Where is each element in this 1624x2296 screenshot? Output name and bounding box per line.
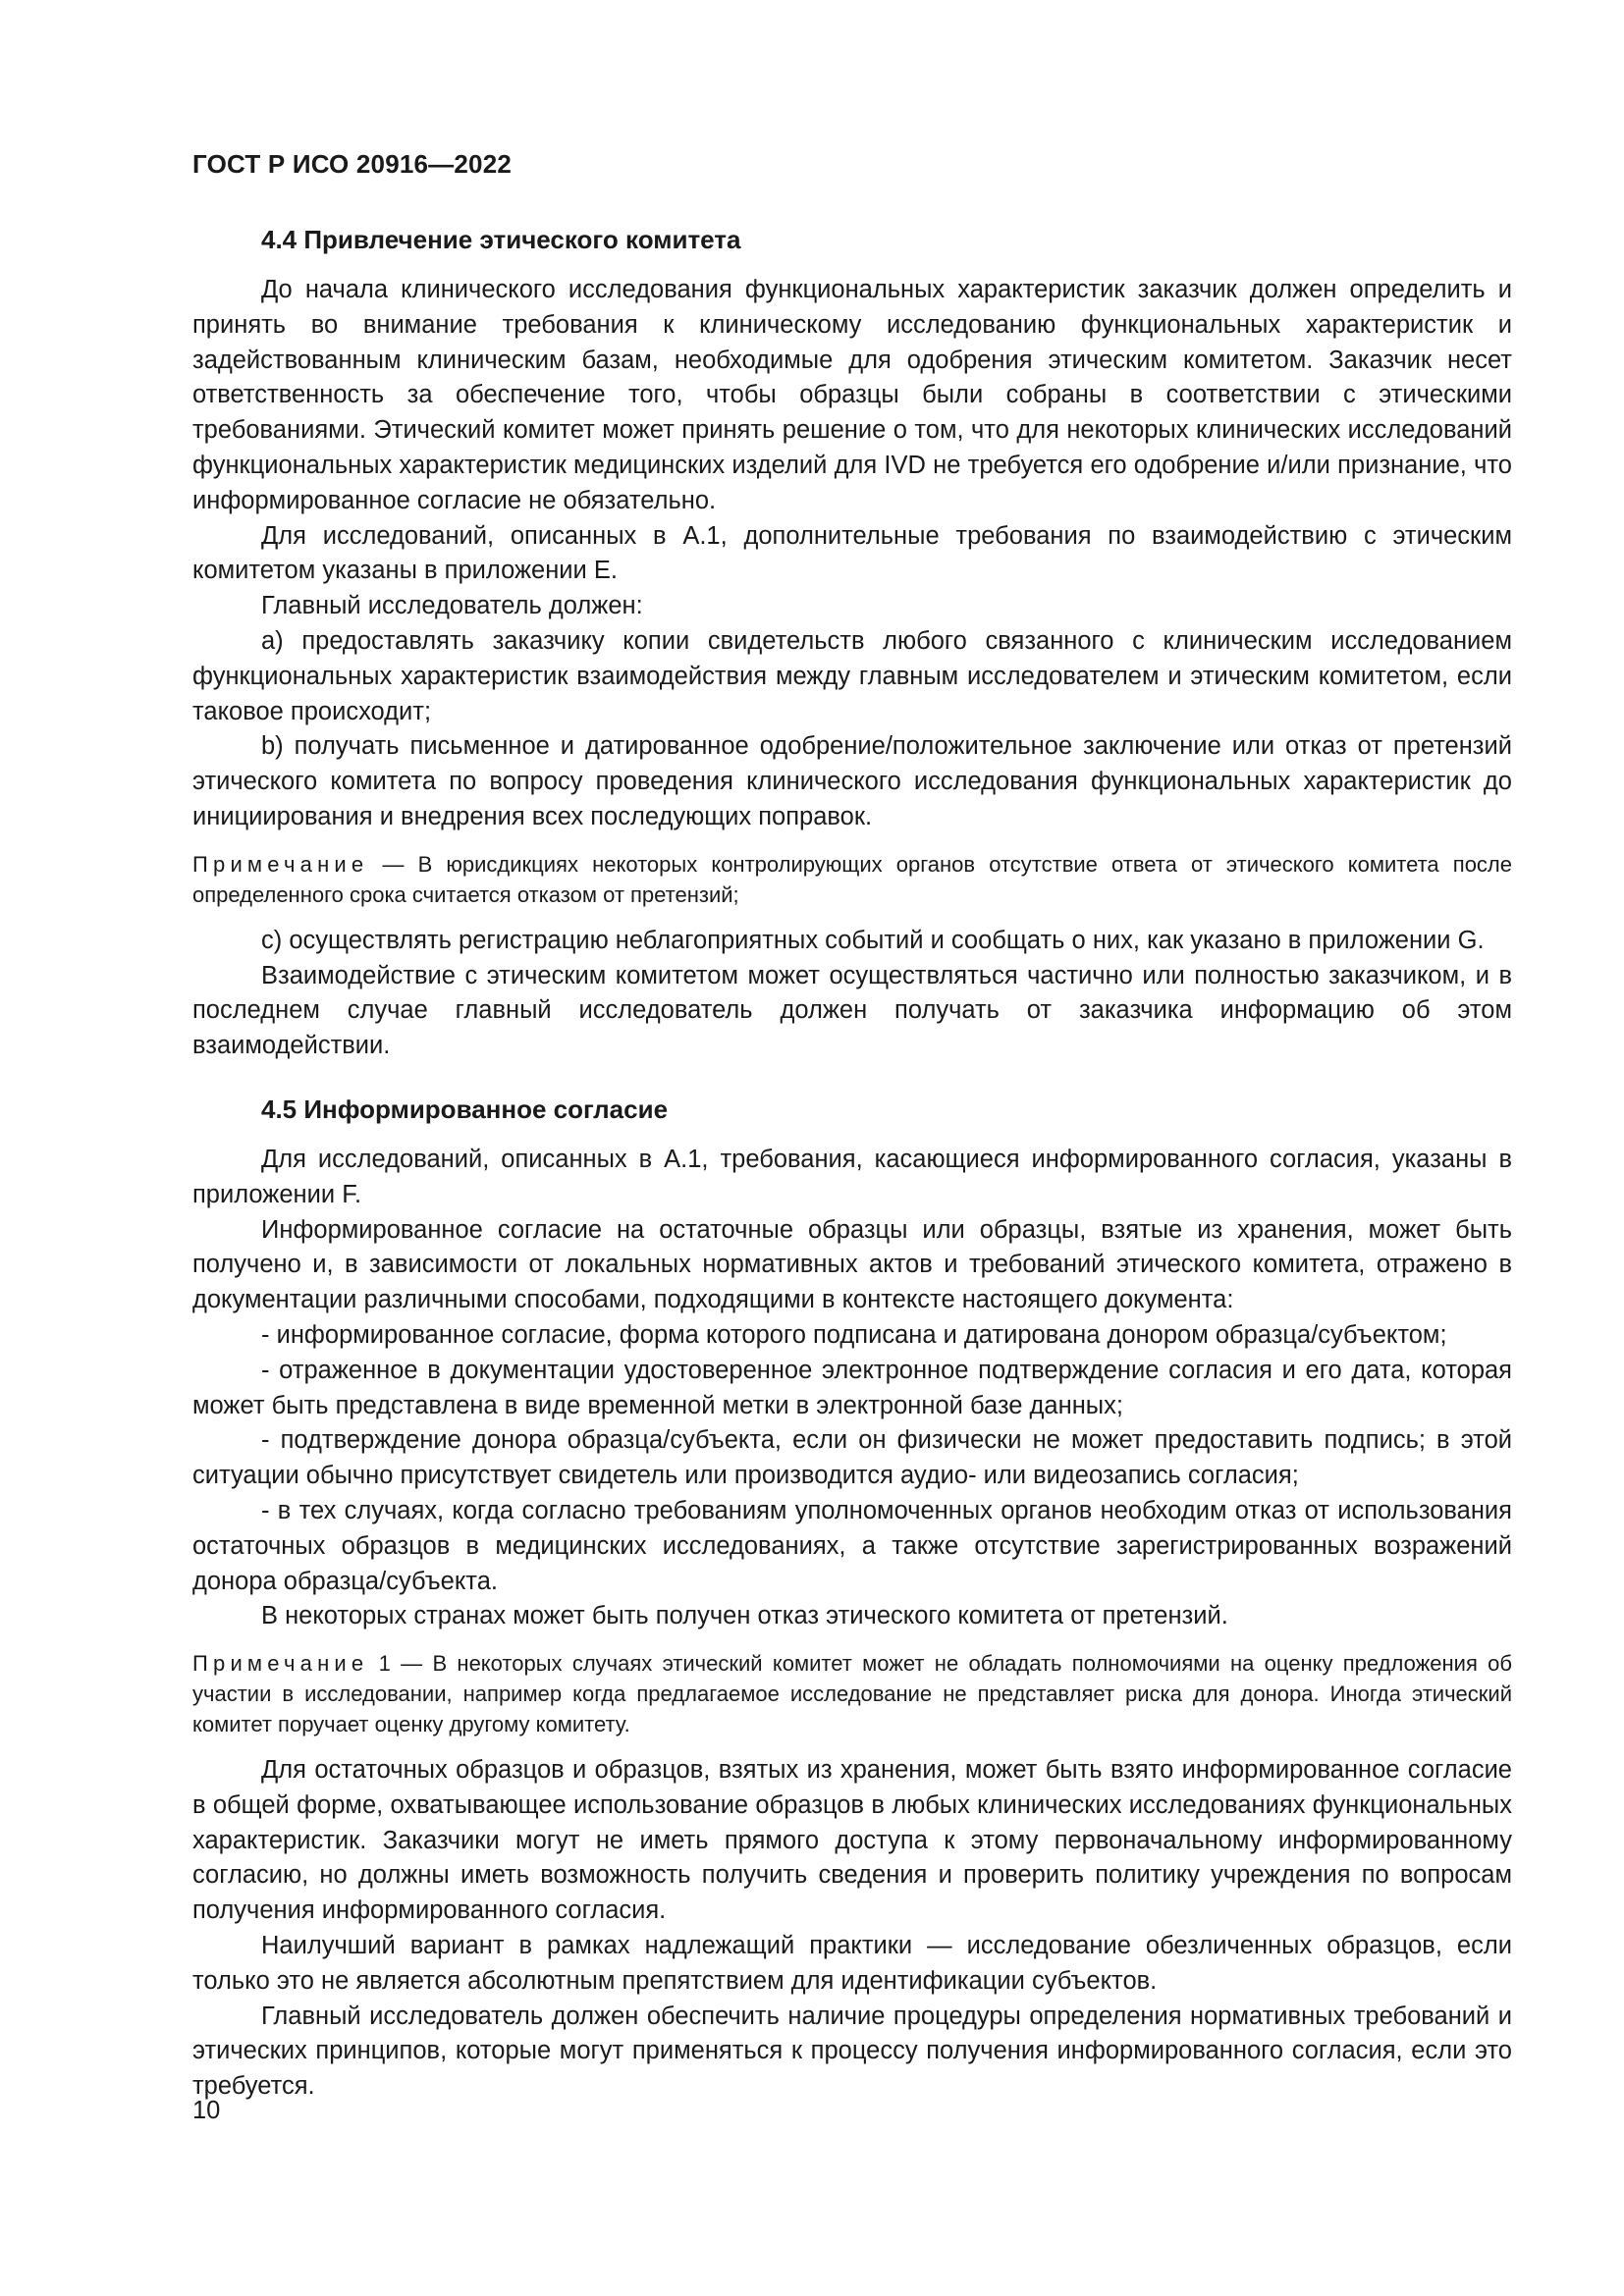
bullet-item: - подтверждение донора образца/субъекта, если он физически не может предоставить подпись; в этой ситуации обычно присутствует свидетель или производится аудио- или видеозапись согласия;: [192, 1426, 1512, 1490]
paragraph: Наилучший вариант в рамках надлежащий практики — исследование обезличенных образцов, если только это не является абсолютным препятствием для идентификации субъектов.: [192, 1932, 1512, 1995]
note-text: 1 — В некоторых случаях этический комитет может не обладать полномочиями на оценку предложения об участии в исследовании, например когда предлагаемое исследование не представляет риска для донора. Иногда этический комитет поручает оценку другому комитету.: [192, 1651, 1512, 1737]
note-text: — В юрисдикциях некоторых контролирующих органов отсутствие ответа от этического комитета после определенного срока считается отказом от претензий;: [192, 851, 1512, 907]
paragraph: Информированное согласие на остаточные образцы или образцы, взятые из хранения, может быть получено и, в зависимости от локальных нормативных актов и требований этического комитета, отражено в документации различными способами, подходящими в контексте настоящего документа:: [192, 1215, 1512, 1314]
document-code: ГОСТ Р ИСО 20916—2022: [192, 149, 513, 179]
list-item-a: а) предоставлять заказчику копии свидетельств любого связанного с клиническим исследованием функциональных характеристик взаимодействия между главным исследователем и этическим комитетом, если таковое происходит;: [192, 626, 1512, 725]
paragraph: Для остаточных образцов и образцов, взятых из хранения, может быть взято информированное согласие в общей форме, охватывающее использование образцов в любых клинических исследованиях функциональных характеристик. Заказчики могут не иметь прямого доступа к этому первоначальному информированному согласию, но должны иметь возможность получить сведения и проверить политику учреждения по вопросам получения информированного согласия.: [192, 1756, 1512, 1925]
list-item-c: с) осуществлять регистрацию неблагоприятных событий и сообщать о них, как указано в приложении G.: [261, 926, 1485, 954]
page-number: 10: [192, 2097, 221, 2124]
note-label: Примечание: [192, 851, 369, 877]
section-heading-4-4: 4.4 Привлечение этического комитета: [261, 225, 741, 254]
bullet-item: - в тех случаях, когда согласно требованиям уполномоченных органов необходим отказ от использования остаточных образцов в медицинских исследованиях, а также отсутствие зарегистрированных возражений донора образца/субъекта.: [192, 1496, 1512, 1595]
note-label: Примечание: [192, 1651, 369, 1677]
section-heading-4-5: 4.5 Информированное согласие: [261, 1094, 669, 1124]
paragraph: В некоторых странах может быть получен отказ этического комитета от претензий.: [261, 1602, 1228, 1630]
bullet-item: - информированное согласие, форма которого подписана и датирована донором образца/субъектом;: [261, 1320, 1447, 1349]
note: [192, 849, 1512, 910]
paragraph: Главный исследователь должен:: [261, 592, 643, 620]
paragraph: Взаимодействие с этическим комитетом может осуществляться частично или полностью заказчиком, и в последнем случае главный исследователь должен получать от заказчика информацию об этом взаимодействии.: [192, 961, 1512, 1060]
note: [192, 1648, 1512, 1739]
paragraph: Для исследований, описанных в А.1, требования, касающиеся информированного согласия, указаны в приложении F.: [192, 1145, 1512, 1208]
page-content: [192, 222, 1512, 2105]
paragraph: Для исследований, описанных в А.1, дополнительные требования по взаимодействию с этическим комитетом указаны в приложении Е.: [192, 521, 1512, 585]
list-item-b: b) получать письменное и датированное одобрение/положительное заключение или отказ от претензий этического комитета по вопросу проведения клинического исследования функциональных характеристик до инициирования и внедрения всех последующих поправок.: [192, 732, 1512, 830]
paragraph: До начала клинического исследования функциональных характеристик заказчик должен определить и принять во внимание требования к клиническому исследованию функциональных характеристик и задействованным клиническим базам, необходимые для одобрения этическим комитетом. Заказчик несет ответственность за обеспечение того, чтобы образцы были собраны в соответствии с этическими требованиями. Этический комитет может принять решение о том, что для некоторых клинических исследований функциональных характеристик медицинских изделий для IVD не требуется его одобрение и/или признание, что информированное согласие не обязательно.: [192, 276, 1512, 514]
bullet-item: - отраженное в документации удостоверенное электронное подтверждение согласия и его дата, которая может быть представлена в виде временной метки в электронной базе данных;: [192, 1356, 1512, 1419]
paragraph: Главный исследователь должен обеспечить наличие процедуры определения нормативных требований и этических принципов, которые могут применяться к процессу получения информированного согласия, если это требуется.: [192, 2002, 1512, 2101]
